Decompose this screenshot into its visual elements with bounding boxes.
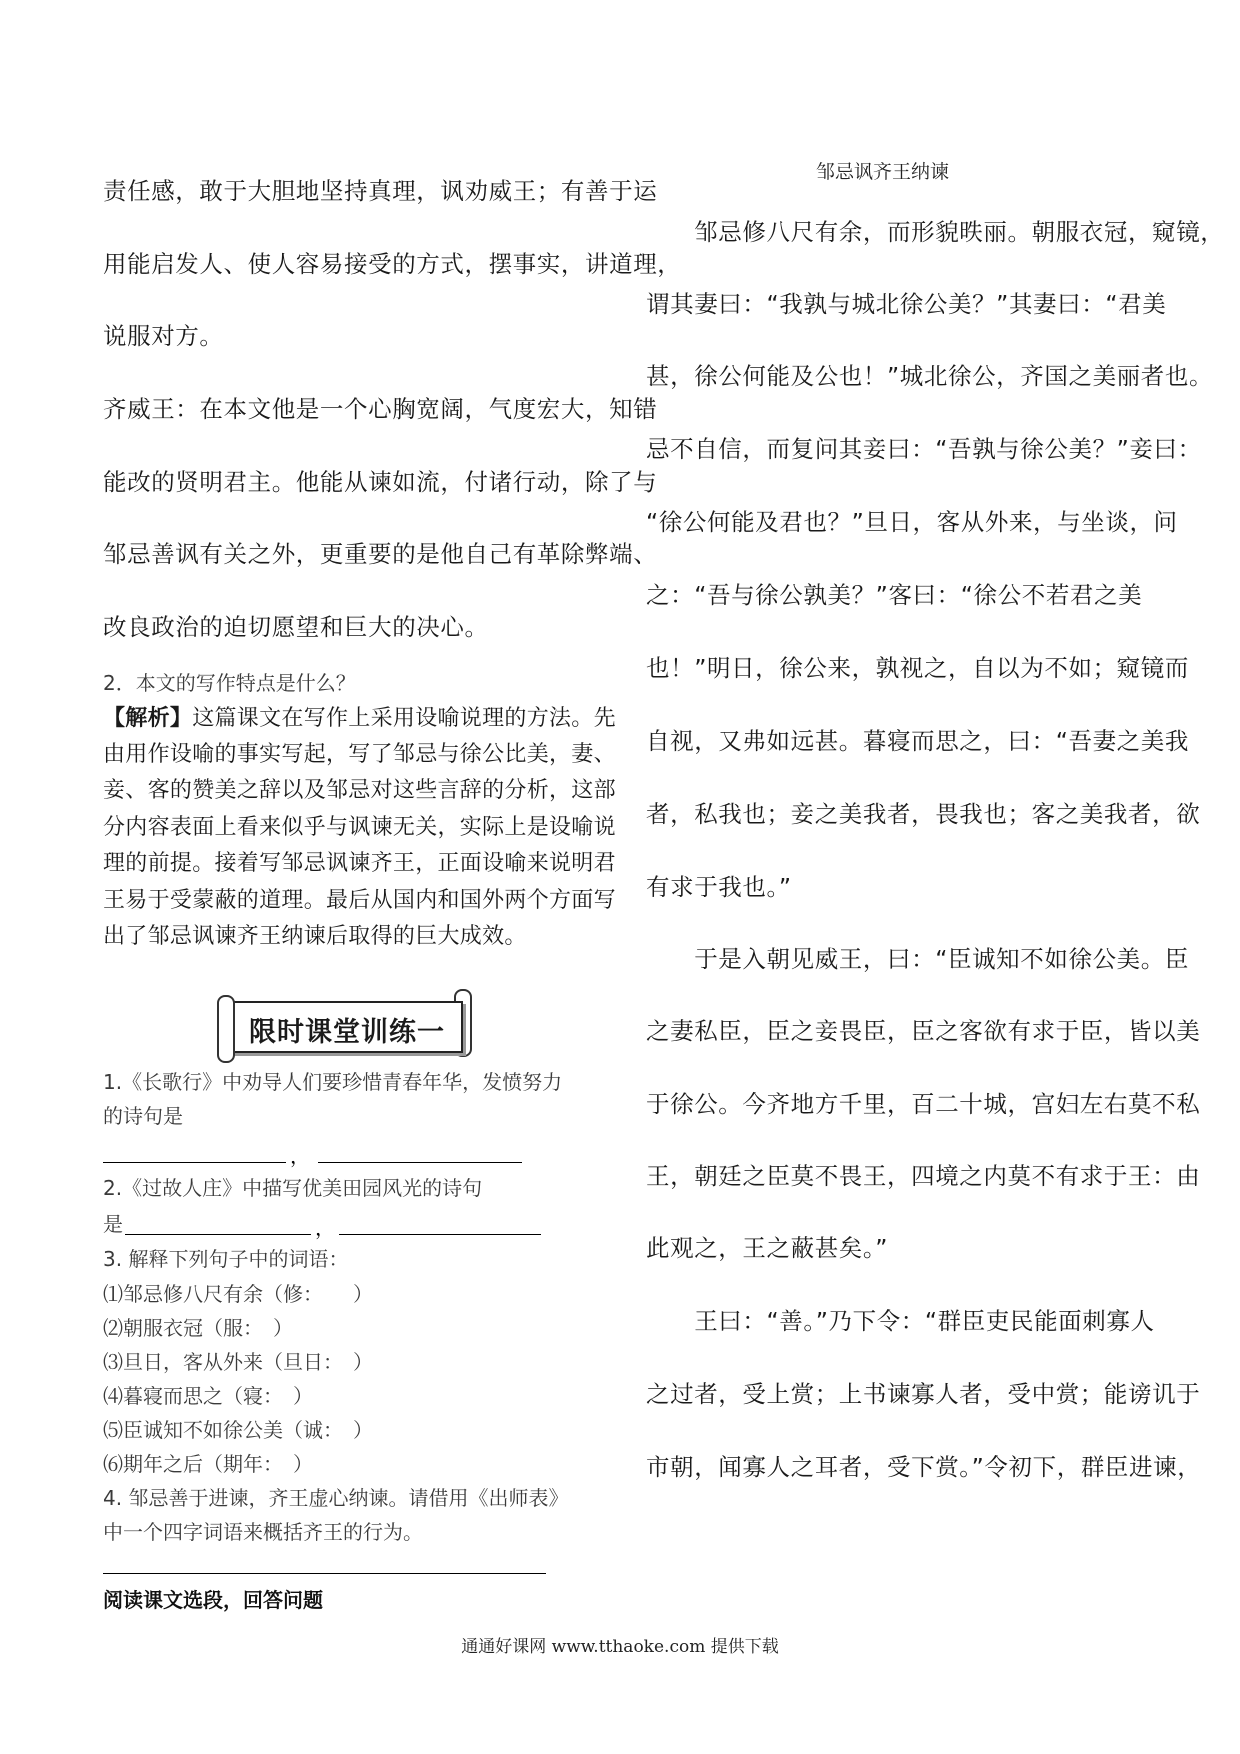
- banner-frame: [227, 1001, 463, 1053]
- passage-line: 之：“吾与徐公孰美？”客曰：“徐公不若君之美: [646, 581, 1143, 609]
- passage-line: 于是入朝见威王，曰：“臣诚知不如徐公美。臣: [646, 945, 1189, 973]
- exercise-2-line2: 是: [103, 1212, 123, 1236]
- exercise-1-line2: 的诗句是: [103, 1104, 183, 1128]
- analysis-line: 用能启发人、使人容易接受的方式，摆事实，讲道理，: [103, 250, 682, 278]
- exercise-4-line1: 4. 邹忌善于进谏，齐王虚心纳谏。请借用《出师表》: [103, 1486, 569, 1510]
- exercise-2-line1: 2.《过故人庄》中描写优美田园风光的诗句: [103, 1176, 483, 1200]
- exercise-3-item: ⑷暮寝而思之（寝： ）: [103, 1384, 313, 1408]
- exercise-4-line2: 中一个四字词语来概括齐王的行为。: [103, 1520, 423, 1544]
- answer-blank[interactable]: [339, 1234, 541, 1235]
- passage-line: 于徐公。今齐地方千里，百二十城，宫妇左右莫不私: [646, 1090, 1201, 1118]
- answer-label: 【解析】: [103, 706, 193, 731]
- analysis-line: 邹忌善讽有关之外，更重要的是他自己有革除弊端、: [103, 540, 658, 568]
- exercise-3-title: 3. 解释下列句子中的词语：: [103, 1247, 349, 1271]
- exercise-1-line1: 1.《长歌行》中劝导人们要珍惜青春年华，发愤努力: [103, 1070, 563, 1094]
- answer-line: [103, 701, 616, 732]
- passage-line: “徐公何能及君也？”旦日，客从外来，与坐谈，问: [646, 508, 1178, 536]
- exercise-3-item: ⑹期年之后（期年： ）: [103, 1452, 313, 1476]
- banner-title: 限时课堂训练一: [249, 1017, 445, 1048]
- answer-blank[interactable]: [103, 1162, 286, 1163]
- scroll-left-icon: [217, 995, 235, 1063]
- passage-line: 此观之，王之蔽甚矣。”: [646, 1234, 889, 1262]
- reading-prompt: 阅读课文选段，回答问题: [103, 1588, 323, 1612]
- exercise-3-item: ⑶旦日，客从外来（旦日： ）: [103, 1350, 373, 1374]
- passage-line: 市朝，闻寡人之耳者，受下赏。”令初下，群臣进谏，: [646, 1453, 1202, 1481]
- answer-text: 这篇课文在写作上采用设喻说理的方法。先: [192, 706, 616, 731]
- exercise-3-item: ⑸臣诚知不如徐公美（诚： ）: [103, 1418, 373, 1442]
- analysis-line: 齐威王：在本文他是一个心胸宽阔，气度宏大，知错: [103, 395, 658, 423]
- blank-separator: ，: [315, 1216, 335, 1240]
- answer-line: 妾、客的赞美之辞以及邹忌对这些言辞的分析，这部: [103, 778, 616, 803]
- answer-line: 由用作设喻的事实写起，写了邹忌与徐公比美，妻、: [103, 742, 616, 767]
- analysis-line: 说服对方。: [103, 322, 224, 350]
- passage-line: 之妻私臣，臣之妾畏臣，臣之客欲有求于臣，皆以美: [646, 1017, 1201, 1045]
- exercise-3-item: ⑴邹忌修八尺有余（修： ）: [103, 1282, 373, 1306]
- passage-line: 者，私我也；妾之美我者，畏我也；客之美我者，欲: [646, 800, 1201, 828]
- passage-line: 之过者，受上赏；上书谏寡人者，受中赏；能谤讥于: [646, 1380, 1201, 1408]
- passage-line: 谓其妻曰：“我孰与城北徐公美？”其妻曰：“君美: [646, 290, 1167, 318]
- answer-line: 分内容表面上看来似乎与讽谏无关，实际上是设喻说: [103, 815, 616, 840]
- analysis-line: 责任感，敢于大胆地坚持真理，讽劝威王；有善于运: [103, 177, 658, 205]
- question-2: 2．本文的写作特点是什么？: [103, 671, 356, 695]
- passage-title: 邹忌讽齐王纳谏: [816, 161, 950, 183]
- answer-line: 王易于受蒙蔽的道理。最后从国内和国外两个方面写: [103, 888, 616, 913]
- passage-line: 邹忌修八尺有余，而形貌昳丽。朝服衣冠，窥镜，: [646, 218, 1225, 246]
- page-footer: 通通好课网 www.tthaoke.com 提供下载: [461, 1637, 779, 1657]
- answer-line: 理的前提。接着写邹忌讽谏齐王，正面设喻来说明君: [103, 851, 616, 876]
- answer-blank[interactable]: [125, 1234, 311, 1235]
- section-banner: [213, 995, 553, 1063]
- answer-line: 出了邹忌讽谏齐王纳谏后取得的巨大成效。: [103, 924, 527, 949]
- passage-line: 有求于我也。”: [646, 873, 792, 901]
- passage-line: 王曰：“善。”乃下令：“群臣吏民能面刺寡人: [646, 1307, 1155, 1335]
- exercise-3-item: ⑵朝服衣冠（服： ）: [103, 1316, 293, 1340]
- passage-line: 甚，徐公何能及公也！”城北徐公，齐国之美丽者也。: [646, 362, 1214, 390]
- blank-separator: ，: [290, 1144, 310, 1168]
- answer-blank[interactable]: [103, 1573, 546, 1574]
- analysis-line: 改良政治的迫切愿望和巨大的决心。: [103, 613, 489, 641]
- passage-line: 也！”明日，徐公来，孰视之，自以为不如；窥镜而: [646, 654, 1189, 682]
- analysis-line: 能改的贤明君主。他能从谏如流，付诸行动，除了与: [103, 468, 658, 496]
- passage-line: 王，朝廷之臣莫不畏王，四境之内莫不有求于王：由: [646, 1162, 1201, 1190]
- answer-blank[interactable]: [318, 1162, 522, 1163]
- passage-line: 忌不自信，而复问其妾曰：“吾孰与徐公美？”妾曰：: [646, 435, 1202, 463]
- passage-line: 自视，又弗如远甚。暮寝而思之，曰：“吾妻之美我: [646, 727, 1189, 755]
